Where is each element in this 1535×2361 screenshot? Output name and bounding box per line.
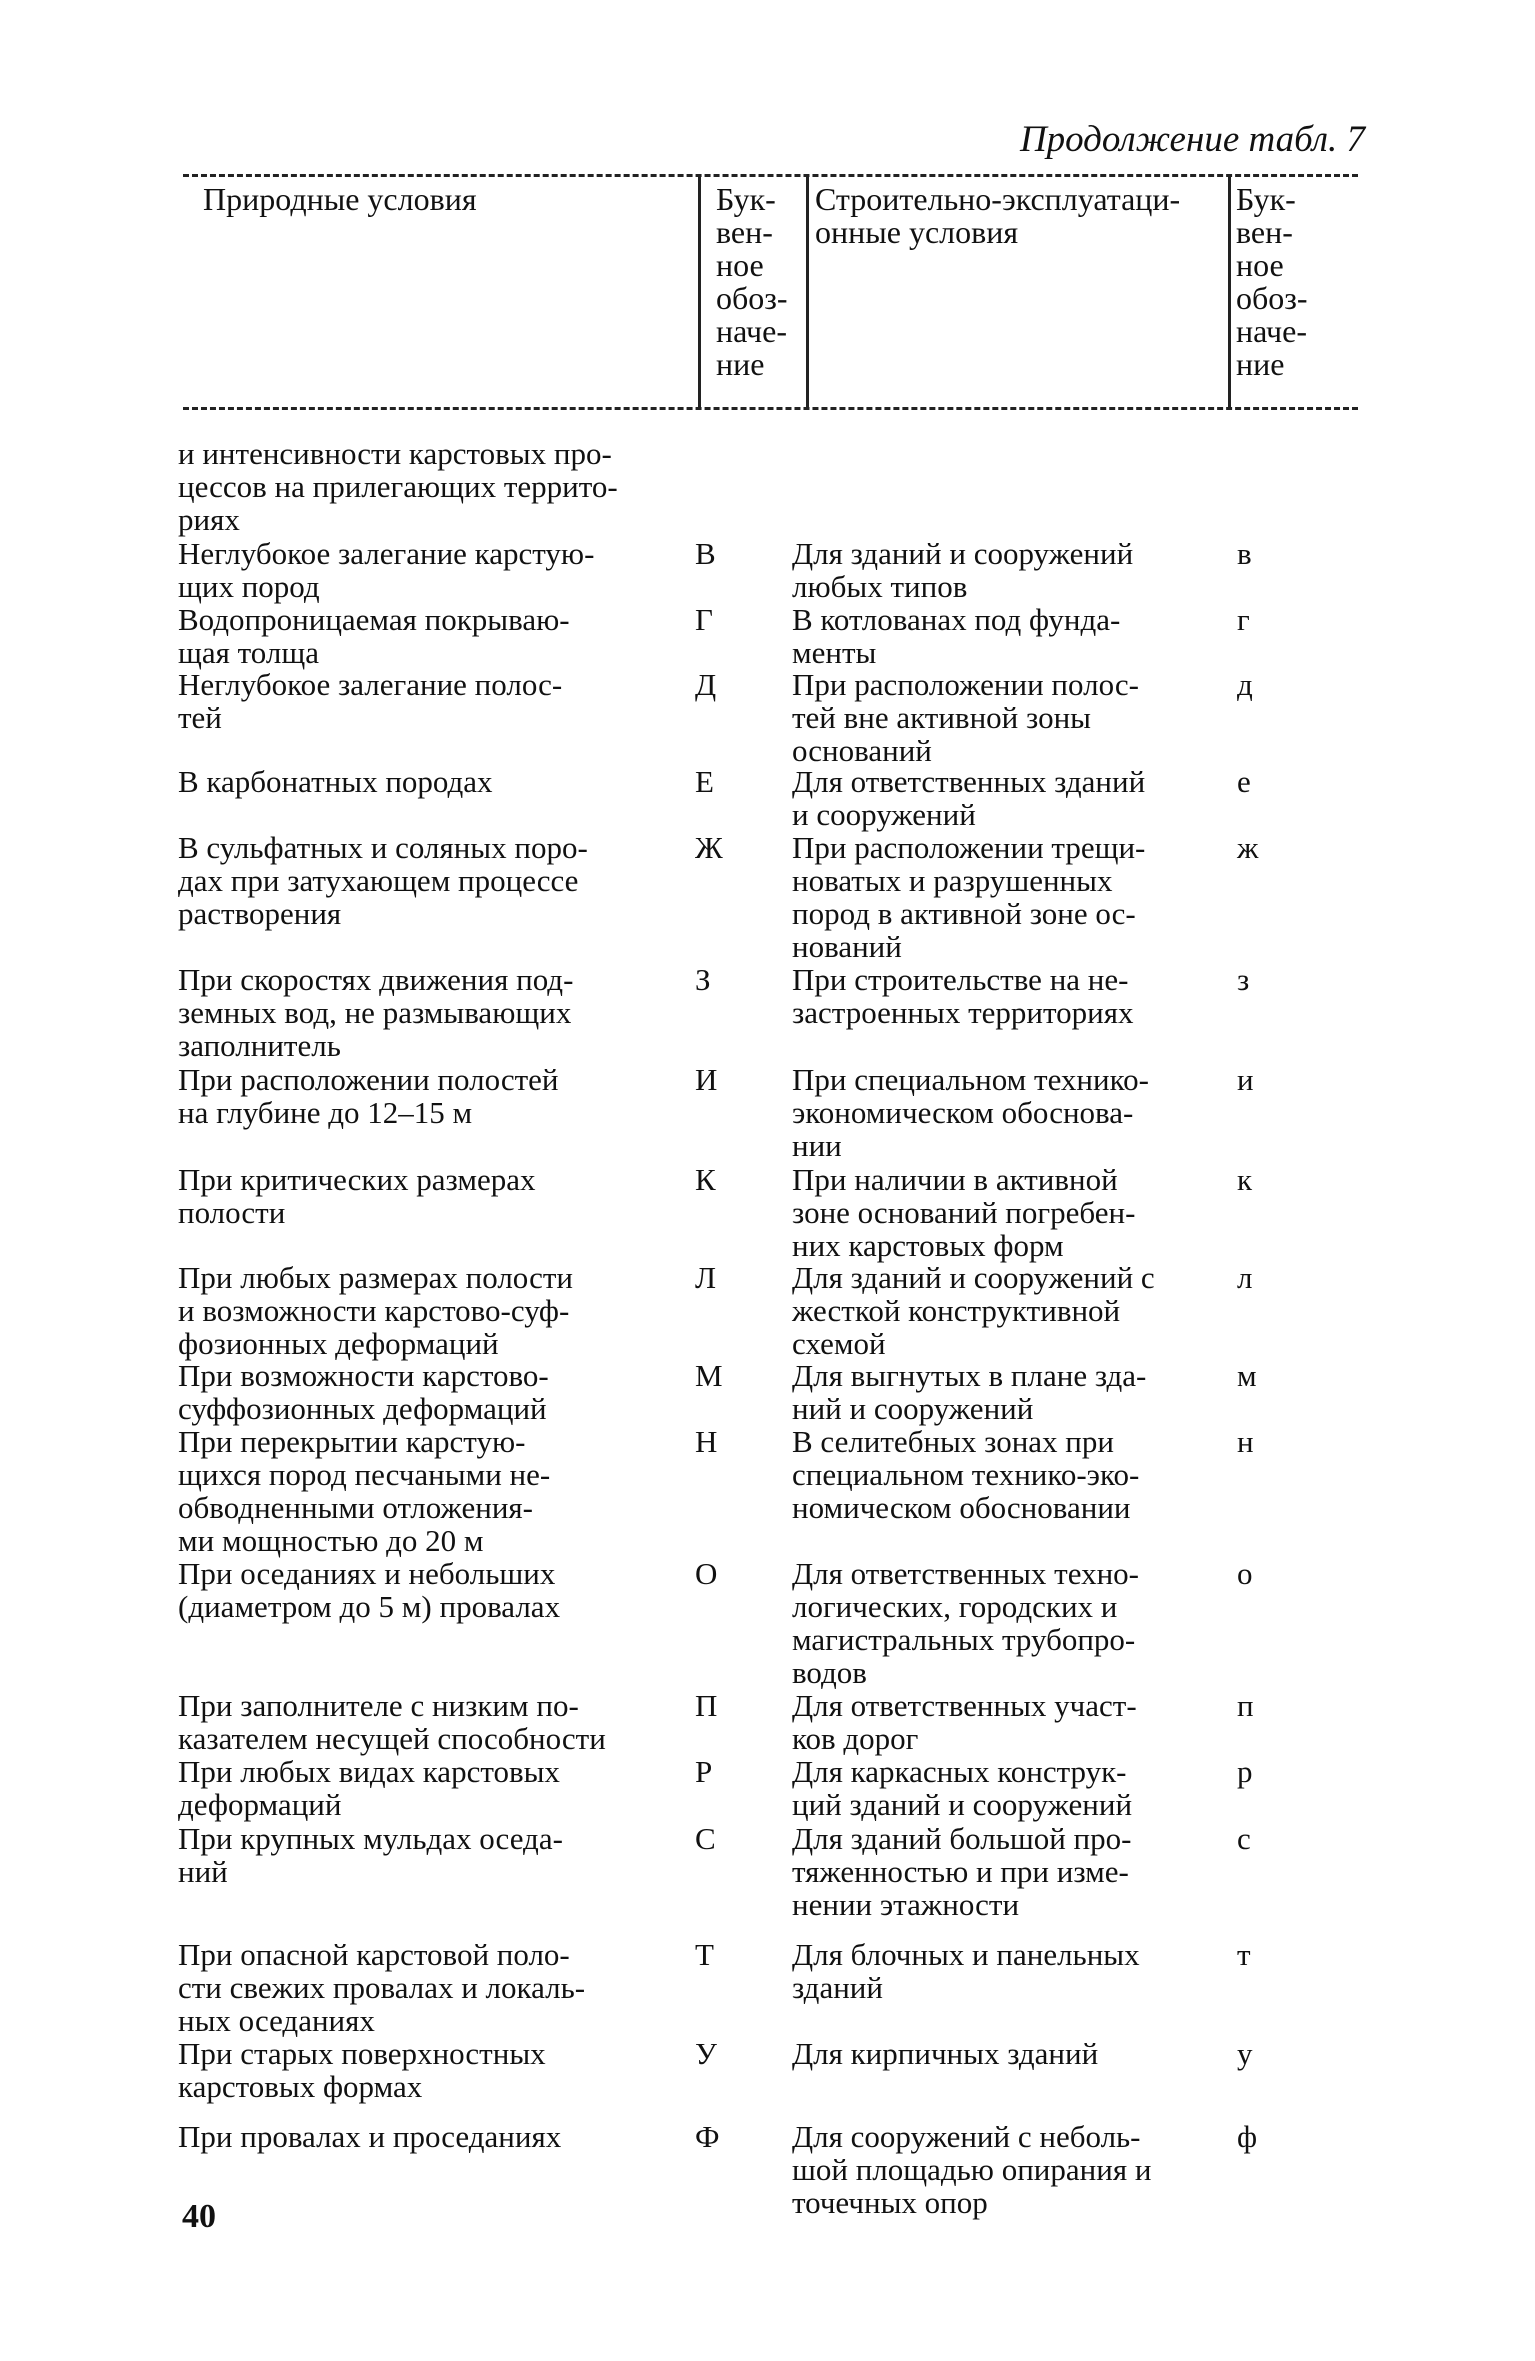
letter-designation-lower-cell: ф bbox=[1237, 2119, 1258, 2154]
natural-condition-cell: При оседаниях и небольших (диаметром до 5 м) провалах bbox=[178, 1556, 561, 1624]
header-letter-designation-2: Бук- вен- ное обоз- наче- ние bbox=[1236, 181, 1308, 382]
letter-designation-lower-cell: ж bbox=[1237, 830, 1259, 865]
letter-designation-cell: Л bbox=[695, 1260, 717, 1295]
letter-designation-lower-cell: у bbox=[1237, 2036, 1253, 2071]
construction-condition-cell: Для ответственных участ- ков дорог bbox=[792, 1688, 1137, 1756]
natural-condition-cell: При заполнителе с низким по- казателем несущей способности bbox=[178, 1688, 606, 1756]
construction-condition-cell: Для зданий и сооружений любых типов bbox=[792, 536, 1134, 604]
construction-condition-cell: Для ответственных техно- логических, городских и магистральных трубопро- водов bbox=[792, 1556, 1139, 1690]
header-letter-designation-1: Бук- вен- ное обоз- наче- ние bbox=[716, 181, 788, 382]
natural-condition-cell: В карбонатных породах bbox=[178, 764, 493, 799]
construction-condition-cell: В селитебных зонах при специальном технико-эко- номическом обосновании bbox=[792, 1424, 1140, 1525]
construction-condition-cell: Для зданий и сооружений с жесткой конструктивной схемой bbox=[792, 1260, 1155, 1361]
header-natural-conditions: Природные условия bbox=[203, 181, 477, 217]
letter-designation-cell: Ф bbox=[695, 2119, 720, 2154]
letter-designation-cell: Д bbox=[695, 667, 717, 702]
table-header-rule bbox=[183, 407, 1358, 410]
letter-designation-cell: К bbox=[695, 1162, 716, 1197]
table-caption: Продолжение табл. 7 bbox=[1019, 119, 1365, 160]
letter-designation-cell: Н bbox=[695, 1424, 718, 1459]
letter-designation-lower-cell: и bbox=[1237, 1062, 1254, 1097]
letter-designation-lower-cell: в bbox=[1237, 536, 1252, 571]
natural-condition-cell: При опасной карстовой поло- сти свежих провалах и локаль- ных оседаниях bbox=[178, 1937, 586, 2038]
natural-condition-cell: При скоростях движения под- земных вод, не размывающих заполнитель bbox=[178, 962, 574, 1063]
letter-designation-lower-cell: к bbox=[1237, 1162, 1253, 1197]
natural-condition-cell: При крупных мульдах оседа- ний bbox=[178, 1821, 563, 1889]
letter-designation-lower-cell: м bbox=[1237, 1358, 1257, 1393]
header-construction-conditions: Строительно-эксплуатаци- онные условия bbox=[815, 181, 1181, 250]
letter-designation-cell: У bbox=[695, 2036, 717, 2071]
natural-condition-cell: При старых поверхностных карстовых формах bbox=[178, 2036, 546, 2104]
letter-designation-lower-cell: с bbox=[1237, 1821, 1251, 1856]
construction-condition-cell: Для каркасных конструк- ций зданий и сооружений bbox=[792, 1754, 1133, 1822]
letter-designation-lower-cell: е bbox=[1237, 764, 1251, 799]
construction-condition-cell: Для блочных и панельных зданий bbox=[792, 1937, 1140, 2005]
letter-designation-cell: О bbox=[695, 1556, 718, 1591]
column-divider-2 bbox=[806, 177, 809, 407]
construction-condition-cell: Для ответственных зданий и сооружений bbox=[792, 764, 1146, 832]
letter-designation-cell: З bbox=[695, 962, 711, 997]
natural-condition-cell: При возможности карстово- суффозионных деформаций bbox=[178, 1358, 549, 1426]
letter-designation-cell: И bbox=[695, 1062, 718, 1097]
construction-condition-cell: При расположении трещи- новатых и разрушенных пород в активной зоне ос- нований bbox=[792, 830, 1146, 964]
letter-designation-cell: В bbox=[695, 536, 716, 571]
letter-designation-cell: Е bbox=[695, 764, 714, 799]
intro-text: и интенсивности карстовых про- цессов на прилегающих террито- риях bbox=[178, 436, 618, 537]
column-divider-3 bbox=[1228, 177, 1231, 407]
construction-condition-cell: В котлованах под фунда- менты bbox=[792, 602, 1121, 670]
letter-designation-lower-cell: т bbox=[1237, 1937, 1251, 1972]
construction-condition-cell: При расположении полос- тей вне активной зоны оснований bbox=[792, 667, 1139, 768]
natural-condition-cell: В сульфатных и соляных поро- дах при затухающем процессе растворения bbox=[178, 830, 588, 931]
natural-condition-cell: При провалах и проседаниях bbox=[178, 2119, 562, 2154]
natural-condition-cell: Неглубокое залегание полос- тей bbox=[178, 667, 563, 735]
construction-condition-cell: Для выгнутых в плане зда- ний и сооружений bbox=[792, 1358, 1147, 1426]
letter-designation-cell: П bbox=[695, 1688, 718, 1723]
natural-condition-cell: Водопроницаемая покрываю- щая толща bbox=[178, 602, 570, 670]
natural-condition-cell: При любых размерах полости и возможности карстово-суф- фозионных деформаций bbox=[178, 1260, 573, 1361]
letter-designation-lower-cell: р bbox=[1237, 1754, 1253, 1789]
table-top-rule bbox=[183, 174, 1358, 177]
natural-condition-cell: Неглубокое залегание карстую- щих пород bbox=[178, 536, 595, 604]
natural-condition-cell: При перекрытии карстую- щихся пород песчаными не- обводненными отложения- ми мощностью до 20 м bbox=[178, 1424, 551, 1558]
construction-condition-cell: При специальном технико- экономическом обоснова- нии bbox=[792, 1062, 1149, 1163]
letter-designation-cell: С bbox=[695, 1821, 716, 1856]
construction-condition-cell: Для зданий большой про- тяженностью и при изме- нении этажности bbox=[792, 1821, 1132, 1922]
letter-designation-lower-cell: д bbox=[1237, 667, 1253, 702]
letter-designation-lower-cell: л bbox=[1237, 1260, 1253, 1295]
natural-condition-cell: При расположении полостей на глубине до 12–15 м bbox=[178, 1062, 559, 1130]
construction-condition-cell: Для кирпичных зданий bbox=[792, 2036, 1099, 2071]
letter-designation-cell: Ж bbox=[695, 830, 723, 865]
letter-designation-lower-cell: г bbox=[1237, 602, 1250, 637]
letter-designation-lower-cell: п bbox=[1237, 1688, 1254, 1723]
construction-condition-cell: При строительстве на не- застроенных территориях bbox=[792, 962, 1134, 1030]
letter-designation-lower-cell: з bbox=[1237, 962, 1250, 997]
construction-condition-cell: При наличии в активной зоне оснований погребен- них карстовых форм bbox=[792, 1162, 1136, 1263]
letter-designation-lower-cell: н bbox=[1237, 1424, 1254, 1459]
letter-designation-lower-cell: о bbox=[1237, 1556, 1253, 1591]
page-number: 40 bbox=[182, 2198, 216, 2235]
letter-designation-cell: Г bbox=[695, 602, 713, 637]
column-divider-1 bbox=[698, 177, 701, 407]
natural-condition-cell: При критических размерах полости bbox=[178, 1162, 536, 1230]
letter-designation-cell: Р bbox=[695, 1754, 713, 1789]
natural-condition-cell: При любых видах карстовых деформаций bbox=[178, 1754, 560, 1822]
construction-condition-cell: Для сооружений с неболь- шой площадью опирания и точечных опор bbox=[792, 2119, 1152, 2220]
letter-designation-cell: М bbox=[695, 1358, 723, 1393]
letter-designation-cell: Т bbox=[695, 1937, 714, 1972]
